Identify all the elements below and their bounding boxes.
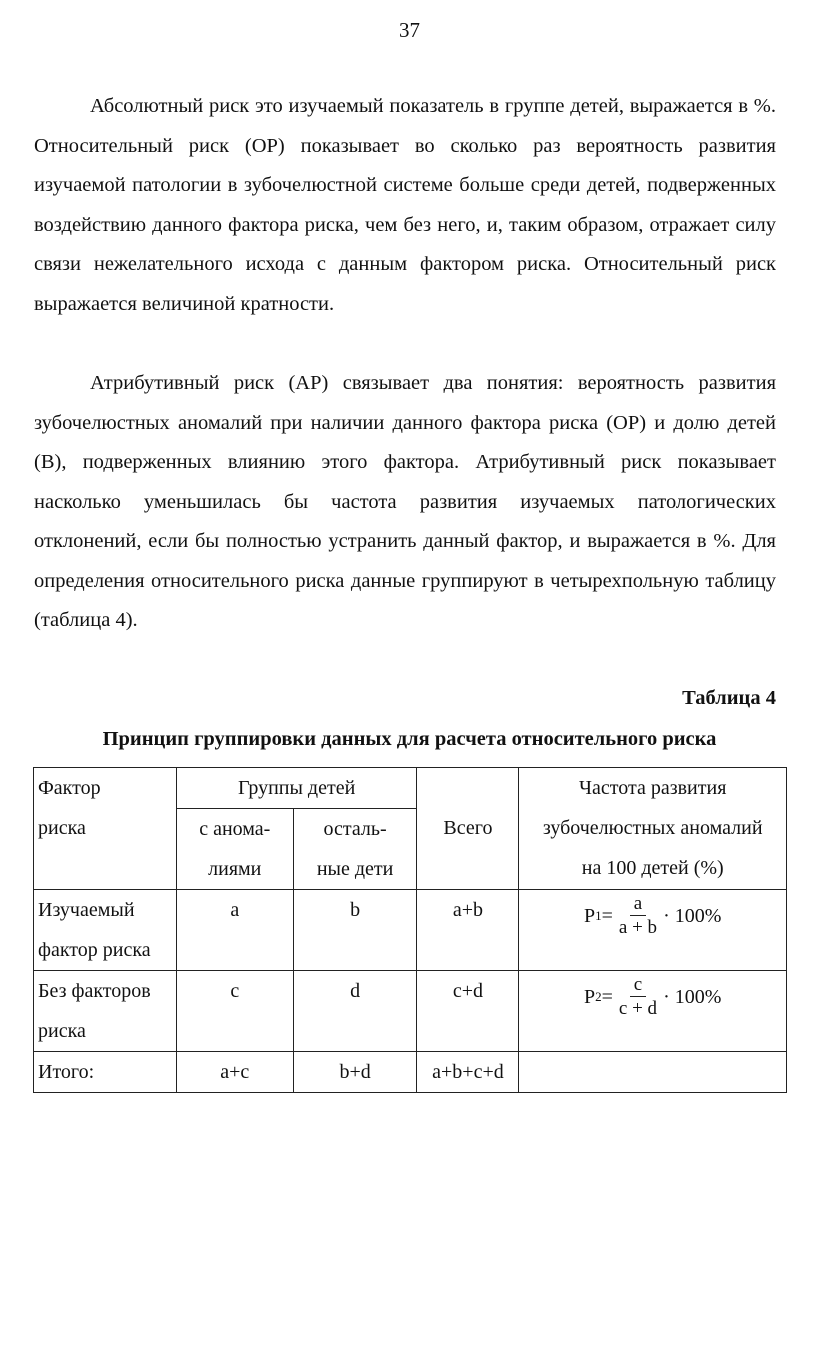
formula-p1 — [523, 890, 782, 937]
formula-equals: = — [601, 904, 613, 927]
cell-with-anomalies: a — [176, 890, 293, 971]
formula-denominator: c + d — [618, 998, 658, 1019]
header-with-anomalies-line1: с анома- — [199, 818, 271, 840]
header-factor-cell — [34, 768, 177, 890]
formula-subscript: 1 — [595, 908, 602, 923]
header-with-anomalies-line2: лиями — [208, 858, 262, 880]
formula-denominator: a + b — [618, 917, 658, 938]
row-label-line2: фактор риска — [38, 939, 151, 961]
header-total-label: Всего — [443, 817, 493, 839]
table-header-row — [34, 768, 787, 809]
formula-fraction — [615, 894, 661, 937]
footer-others: b+d — [293, 1052, 417, 1093]
paragraph-absolute-risk: Абсолютный риск это изучаемый показатель в группе детей, выражается в %. Относительный риск (ОР) показывает во сколько раз вероятность развития изучаемой патологии в зубочелюстной системе больше среди детей, подверженных воздействию данного фактора риска, чем без него, и, таким образом, отражает силу связи нежелательного исхода с данным фактором риска. Относительный риск выражается величиной кратности. — [34, 95, 776, 315]
header-factor-line1: Фактор — [38, 777, 101, 799]
header-others-line2: ные дети — [316, 858, 394, 880]
cell-total: c+d — [417, 971, 519, 1052]
formula-p2 — [523, 971, 782, 1018]
table-row — [34, 890, 787, 971]
header-frequency-cell — [519, 768, 787, 890]
footer-label-cell: Итого: — [34, 1052, 177, 1093]
header-frequency-line2: зубочелюстных аномалий — [542, 817, 763, 839]
cell-frequency-formula — [519, 890, 787, 971]
formula-symbol: P — [584, 904, 596, 927]
table-footer-row — [34, 1052, 787, 1093]
header-frequency-line1: Частота развития — [579, 777, 727, 799]
table-row — [34, 971, 787, 1052]
risk-grouping-table — [33, 767, 787, 1093]
row-label-cell — [34, 971, 177, 1052]
header-factor-line2: риска — [38, 817, 86, 839]
footer-frequency-empty — [519, 1052, 787, 1093]
header-groups-cell: Группы детей — [176, 768, 417, 809]
row-label-cell — [34, 890, 177, 971]
formula-symbol: P — [584, 985, 596, 1008]
formula-numerator: a — [630, 894, 646, 916]
paragraph-attributive-risk: Атрибутивный риск (АР) связывает два понятия: вероятность развития зубочелюстных аномалий при наличии данного фактора риска (ОР) и долю детей (В), подверженных влиянию этого фактора. Атрибутивный риск показывает насколько уменьшилась бы частота развития изучаемых патологических отклонений, если бы полностью устранить данный фактор, и выражается в %. Для определения относительного риска данные группируют в четырехпольную таблицу (таблица 4). — [34, 372, 776, 631]
cell-total: a+b — [417, 890, 519, 971]
footer-total: a+b+c+d — [417, 1052, 519, 1093]
cell-others: d — [293, 971, 417, 1052]
row-label-line1: Изучаемый — [38, 899, 135, 921]
table-label: Таблица 4 — [682, 687, 776, 709]
header-others-cell — [293, 809, 417, 890]
formula-equals: = — [601, 985, 613, 1008]
header-with-anomalies-cell — [176, 809, 293, 890]
table-title: Принцип группировки данных для расчета относительного риска — [102, 728, 717, 750]
row-label-line2: риска — [38, 1020, 86, 1042]
cell-with-anomalies: c — [176, 971, 293, 1052]
cell-frequency-formula — [519, 971, 787, 1052]
formula-fraction — [615, 975, 661, 1018]
footer-with-anomalies: a+c — [176, 1052, 293, 1093]
header-others-line1: осталь- — [323, 818, 387, 840]
formula-numerator: c — [630, 975, 646, 997]
formula-percent: · 100% — [663, 904, 722, 927]
row-label-line1: Без факторов — [38, 980, 151, 1002]
formula-subscript: 2 — [595, 989, 602, 1004]
page-number: 37 — [399, 18, 420, 42]
cell-others: b — [293, 890, 417, 971]
formula-percent: · 100% — [663, 985, 722, 1008]
header-total-cell — [417, 768, 519, 890]
header-frequency-line3: на 100 детей (%) — [581, 857, 724, 879]
